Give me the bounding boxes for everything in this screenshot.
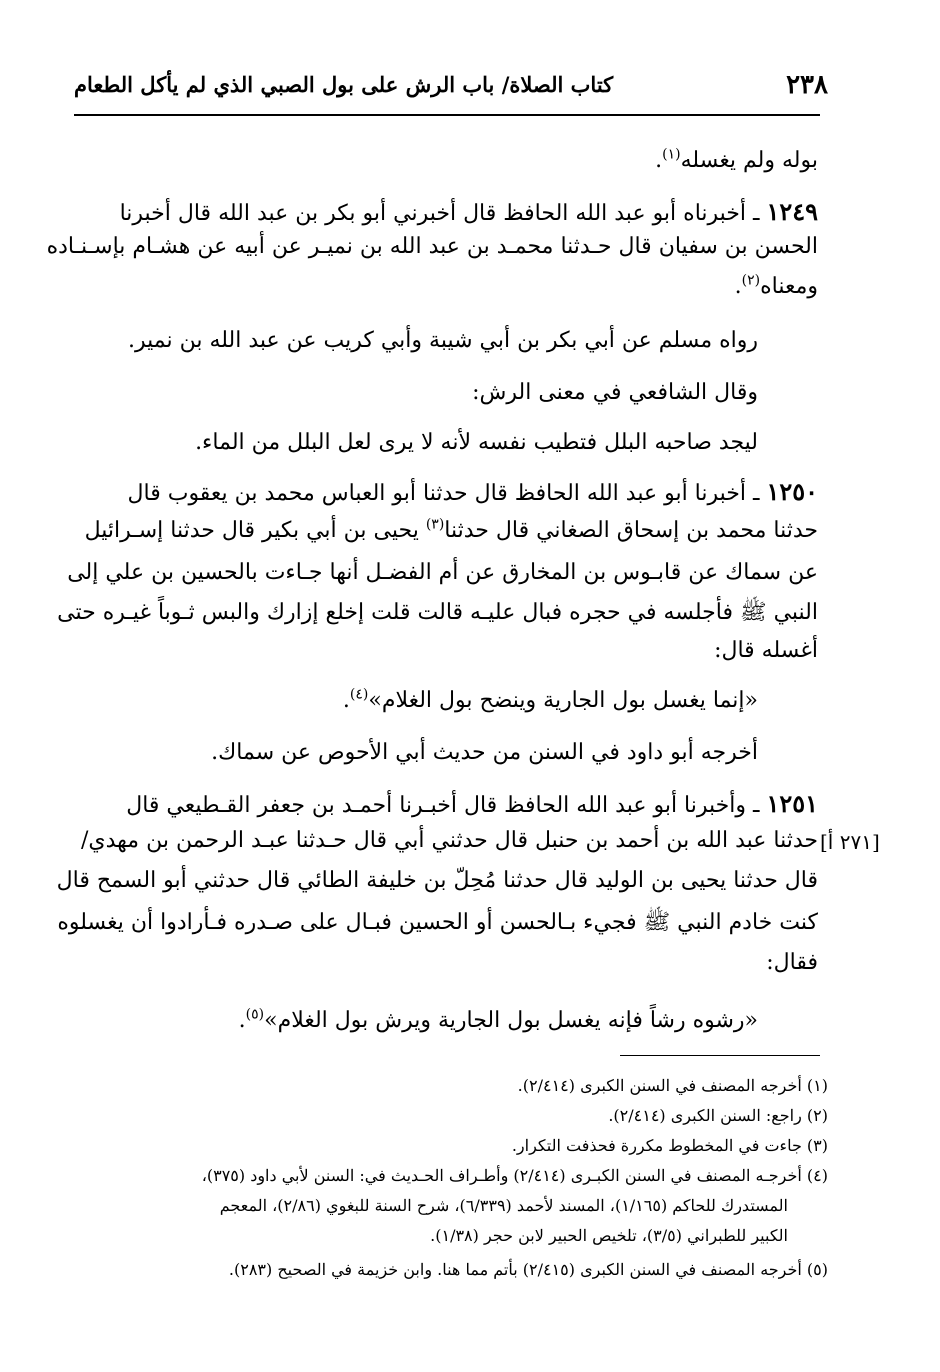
footnote: (٤) أخرجـه المصنف في السنن الكبـرى (٢/٤١٤) وأطـراف الحـديث في: السنن لأبي داود (٣٧٥)، bbox=[201, 1166, 828, 1185]
text-line: أخرجه أبو داود في السنن من حديث أبي الأحوص عن سماك. bbox=[211, 740, 758, 765]
hadith-1251-line: ١٢٥١ ـ وأخبرنا أبو عبد الله الحافظ قال أخبـرنا أحمـد بن جعفر القـطيعي قال bbox=[126, 789, 818, 818]
footnote: (١) أخرجه المصنف في السنن الكبرى (٢/٤١٤). bbox=[517, 1076, 828, 1095]
footnote-ref: (٥) bbox=[245, 1006, 265, 1023]
footnote-ref: (٢) bbox=[741, 272, 761, 289]
footnote-ref: (٤) bbox=[349, 686, 369, 703]
running-header bbox=[74, 66, 828, 106]
text-line: حدثنا عبد الله بن أحمد بن حنبل قال حدثني أبي قال حـدثنا عبـد الرحمن بن مهدي/ bbox=[80, 828, 818, 853]
footnote: (٣) جاءت في المخطوط مكررة فحذفت التكرار. bbox=[511, 1136, 828, 1155]
hadith-1249-line: ١٢٤٩ ـ أخبرناه أبو عبد الله الحافظ قال أخبرني أبو بكر بن عبد الله قال أخبرنا bbox=[119, 197, 818, 226]
text-line: ومعناه$^{(٢)}$. bbox=[734, 272, 818, 299]
text-line: «إنما يغسل بول الجارية وينضح بول الغلام»$^{(٤)}$. bbox=[342, 686, 758, 713]
footnote-continuation: الكبير للطبراني (٣/٥)، تلخيص الحبير لابن حجر (١/٣٨). bbox=[430, 1226, 788, 1245]
text-line: «رشوه رشاً فإنه يغسل بول الجارية ويرش بول الغلام»$^{(٥)}$. bbox=[238, 1006, 758, 1033]
text-line: فقال: bbox=[766, 950, 818, 975]
text-line: الحسن بن سفيان قال حـدثنا محمـد بن عبد الله بن نميـر عن أبيه عن هشـام بإسـنـاده bbox=[46, 234, 818, 259]
hadith-1250-line: ١٢٥٠ ـ أخبرنا أبو عبد الله الحافظ قال حدثنا أبو العباس محمد بن يعقوب قال bbox=[127, 477, 818, 506]
footnote: (٥) أخرجه المصنف في السنن الكبرى (٢/٤١٥) بأتم مما هنا. وابن خزيمة في الصحيح (٢٨٣). bbox=[228, 1260, 828, 1279]
text-line: بوله ولم يغسله$^{(١)}$. bbox=[655, 146, 818, 173]
text-line: رواه مسلم عن أبي بكر بن أبي شيبة وأبي كريب عن عبد الله بن نمير. bbox=[127, 328, 758, 353]
page-number: ٢٣٨ bbox=[786, 70, 828, 100]
footnote-ref: (١) bbox=[662, 146, 681, 163]
text-line: وقال الشافعي في معنى الرش: bbox=[472, 380, 758, 405]
text-line: كنت خادم النبي ﷺ فجيء بـالحسن أو الحسين فبـال على صـدره فـأرادوا أن يغسلوه bbox=[57, 910, 818, 935]
header-rule bbox=[74, 114, 820, 116]
footnote-continuation: المستدرك للحاكم (١/١٦٥)، المسند لأحمد (٦/٣٣٩)، شرح السنة للبغوي (٢/٨٦)، المعجم bbox=[219, 1196, 788, 1215]
text-line: عن سماك عن قابـوس بن المخارق عن أم الفضـل أنها جـاءت بالحسين بن علي إلى bbox=[67, 560, 818, 585]
text-line: أغسله قال: bbox=[714, 638, 818, 663]
hadith-number: ١٢٥٠ bbox=[766, 477, 818, 506]
footnote-rule bbox=[620, 1055, 820, 1056]
footnote-ref: (٣) bbox=[425, 516, 445, 533]
text-line: النبي ﷺ فأجلسه في حجره فبال عليـه قالت قلت إخلع إزارك والبس ثـوباً غيـره حتى bbox=[57, 600, 818, 625]
hadith-number: ١٢٥١ bbox=[766, 789, 818, 818]
footnote: (٢) راجع: السنن الكبرى (٢/٤١٤). bbox=[608, 1106, 828, 1125]
manuscript-folio-marker: [٢٧١ أ] bbox=[820, 830, 880, 854]
text-line: حدثنا محمد بن إسحاق الصغاني قال حدثنا$^{(٣)}$ يحيى بن أبي بكير قال حدثنا إسـرائيل bbox=[84, 516, 818, 543]
running-title: كتاب الصلاة/ باب الرش على بول الصبي الذي لم يأكل الطعام bbox=[74, 72, 614, 97]
text-line: قال حدثنا يحيى بن الوليد قال حدثنا مُحِلّ بن خليفة الطائي قال حدثني أبو السمح قال bbox=[56, 868, 818, 893]
hadith-number: ١٢٤٩ bbox=[766, 197, 818, 226]
text-line: ليجد صاحبه البلل فتطيب نفسه لأنه لا يرى لعل البلل من الماء. bbox=[195, 430, 758, 455]
